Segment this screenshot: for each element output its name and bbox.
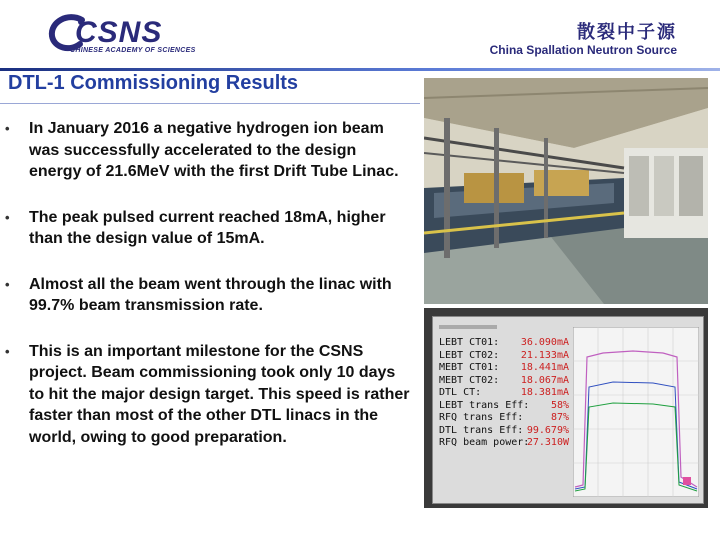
readout-row [439,362,569,375]
waveform-plot [573,327,699,497]
readout-value: 58% [550,399,569,411]
readout-label: RFQ beam power: [439,437,530,448]
bullet-text: In January 2016 a negative hydrogen ion beam was successfully accelerated to the design energy of 21.6MeV with the first Drift Tube Linac. [29,120,399,180]
readout-row [439,350,569,363]
readout-label: LEBT CT02: [439,349,500,361]
monitor-screen-photo [424,308,708,508]
header-divider [0,68,720,71]
readout-label: DTL trans Eff: [439,424,524,436]
bullet-item [0,341,410,449]
bullet-dot: • [5,276,10,292]
readout-label: MEBT CT02: [439,374,500,386]
title-underline [0,103,420,104]
linac-hall-illustration [424,78,708,304]
logo-subtitle: CHINESE ACADEMY OF SCIENCES [70,47,196,54]
readout-value: 21.133mA [520,349,569,361]
readout-value: 18.381mA [520,387,569,398]
readout-row [439,400,569,413]
readout-row [439,437,569,450]
readout-row [439,425,569,438]
readout-label: MEBT CT01: [439,362,500,373]
bullet-item [0,207,410,250]
readout-label: RFQ trans Eff: [439,412,524,423]
header-title-chinese: 散裂中子源 [577,22,677,43]
readout-value: 18.441mA [520,362,569,373]
readout-row [439,387,569,400]
linac-hall-photo [424,78,708,304]
beam-readout-list [439,337,569,450]
readout-panel [432,316,704,504]
bullet-list [0,118,410,472]
readout-row [439,337,569,350]
readout-value: 36.090mA [520,337,569,348]
bullet-text: The peak pulsed current reached 18mA, higher than the design value of 15mA. [29,208,386,247]
readout-label: LEBT trans Eff: [439,399,530,411]
slide-title: DTL-1 Commissioning Results [8,72,299,94]
readout-label: LEBT CT01: [439,337,500,348]
readout-row [439,375,569,388]
bullet-dot: • [5,343,10,359]
panel-header-decoration [439,324,499,330]
readout-value: 87% [550,412,569,423]
readout-panel-header [439,323,499,332]
readout-label: DTL CT: [439,387,482,398]
readout-value: 99.679% [526,424,569,436]
bullet-item [0,274,410,317]
bullet-text: Almost all the beam went through the linac with 99.7% beam transmission rate. [29,275,392,314]
bullet-text: This is an important milestone for the CSNS project. Beam commissioning took only 10 days to hit the major design target. This speed is rather faster than most of the other DTL linacs in the world, owing to good preparation. [29,342,410,446]
slide-header [0,0,720,68]
header-title-english: China Spallation Neutron Source [489,43,677,57]
csns-logo [48,14,208,58]
readout-value: 27.310W [526,437,569,448]
bullet-item [0,118,410,183]
bullet-dot: • [5,121,10,136]
logo-text: CSNS [75,16,163,49]
bullet-dot: • [5,209,10,225]
readout-row [439,412,569,425]
readout-value: 18.067mA [520,374,569,386]
